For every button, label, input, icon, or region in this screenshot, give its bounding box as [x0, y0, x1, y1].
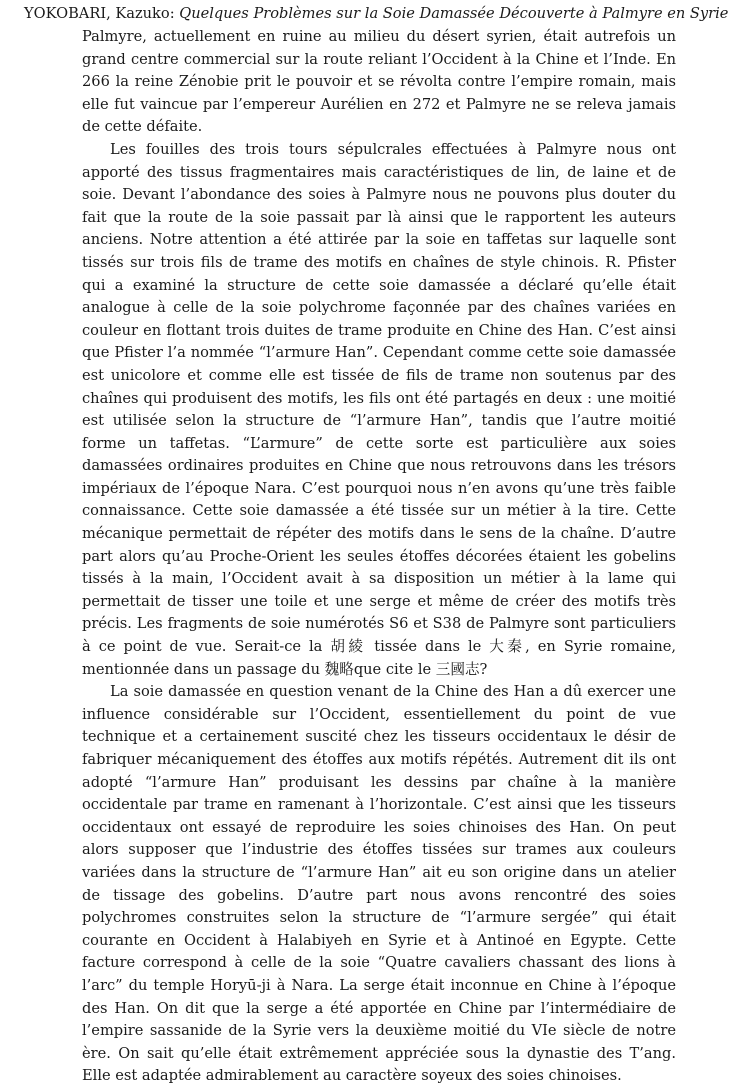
- paragraph-influence: La soie damassée en question venant de la Chine des Han a dû exercer une influence considérable sur l’Occident, essentiellement du point de vue technique et a certainement suscité chez les tisseurs occidentaux le désir de fabriquer mécaniquement des étoffes aux motifs répétés. Autrement dit ils ont adopté “l’armure Han” produisant les dessins par chaîne à la manière occidentale par trame en ramenant à l’horizontale. C’est ainsi que les tisseurs occidentaux ont essayé de reproduire les soies chinoises des Han. On peut alors supposer que l’industrie des étoffes tissées sur trames aux couleurs variées dans la structure de “l’armure Han” ait eu son origine dans un atelier de tissage des gobelins. D’autre part nous avons rencontré des soies polychromes construites selon la structure de “l’armure sergée” qui était courante en Occident à Halabiyeh en Syrie et à Antinoé en Egypte. Cette facture correspond à celle de la soie “Quatre cavaliers chassant des lions à l’arc” du temple Horyū-ji à Nara. La serge était inconnue en Chine à l’époque des Han. On dit que la serge a été apportée en Chine par l’intermédiaire de l’empire sassanide de la Syrie vers la deuxième moitié du VIe siècle de notre ère. On sait qu’elle était extrêmement appréciée sous la dynastie des T’ang. Elle est adaptée admirablement au caractère soyeux des soies chinoises.: [82, 683, 676, 1085]
- paragraph-excavations: Les fouilles des trois tours sépulcrales effectuées à Palmyre nous ont apporté des tissus fragmentaires mais caractéristiques de lin, de laine et de soie. Devant l’abondance des soies à Palmyre nous ne pouvons plus douter du fait que la route de la soie passait par là ainsi que le rapportent les auteurs anciens. Notre attention a été attirée par la soie en taffetas sur laquelle sont tissés sur trois fils de trame des motifs en chaînes de style chinois. R. Pfister qui a examiné la structure de cette soie damassée a déclaré qu’elle était analogue à celle de la soie polychrome façonnée par des chaînes variées en couleur en flottant trois duites de trame produite en Chine des Han. C’est ainsi que Pfister l’a nommée “l’armure Han”. Cependant comme cette soie damassée est unicolore et comme elle est tissée de fils de trame non soutenus par des chaînes qui produisent des motifs, les fils ont été partagés en deux : une moitié est utilisée selon la structure de “l’armure Han”, tandis que l’autre moitié forme un taffetas. “L’armure” de cette sorte est particulière aux soies damassées ordinaires produites en Chine que nous retrouvons dans les trésors impériaux de l’époque Nara. C’est pourquoi nous n’en avons qu’une très faible connaissance. Cette soie damassée a été tissée sur un métier à la tire. Cette mécanique permettait de répéter des motifs dans le sens de la chaîne. D’autre part alors qu’au Proche-Orient les seules étoffes décorées étaient les gobelins tissés à la main, l’Occident avait à sa disposition un métier à la lame qui permettait de tisser une toile et une serge et même de créer des motifs très précis. Les fragments de soie numérotés S6 et S38 de Palmyre sont particuliers à ce point de vue. Serait-ce la 胡綾 tissée dans le 大秦, en Syrie romaine, mentionnée dans un passage du 魏略que cite le 三國志?: [82, 140, 676, 678]
- author-name: YOKOBARI, Kazuko: [24, 5, 170, 22]
- article-body: [82, 26, 676, 1088]
- paragraph-palmyre-intro: Palmyre, actuellement en ruine au milieu du désert syrien, était autrefois un grand centre commercial sur la route reliant l’Occident à la Chine et l’Inde. En 266 la reine Zénobie prit le pouvoir et se révolta contre l’empire romain, mais elle fut vaincue par l’empereur Aurélien en 272 et Palmyre ne se releva jamais de cette défaite.: [82, 28, 676, 136]
- header-separator: :: [169, 5, 180, 22]
- running-header: [24, 3, 744, 26]
- article-title: Quelques Problèmes sur la Soie Damassée Découverte à Palmyre en Syrie: [179, 5, 729, 22]
